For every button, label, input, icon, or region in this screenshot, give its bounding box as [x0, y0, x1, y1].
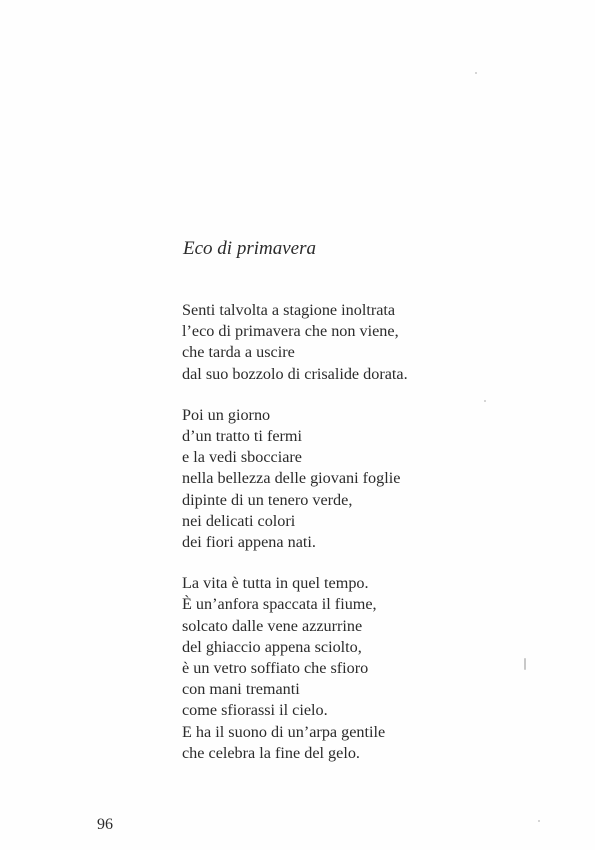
- poem-body: [182, 300, 408, 784]
- poem-line: dipinte di un tenero verde,: [182, 490, 353, 509]
- poem-line: solcato dalle vene azzurrine: [182, 616, 363, 635]
- scan-speck: [475, 72, 477, 74]
- scan-speck: [524, 658, 526, 670]
- poem-line: come sfiorassi il cielo.: [182, 701, 328, 720]
- scan-speck: [484, 400, 486, 402]
- poem-line: d’un tratto ti fermi: [182, 427, 303, 446]
- stanza: [182, 573, 408, 764]
- poem-line: È un’anfora spaccata il fiume,: [182, 595, 377, 614]
- poem-line: che celebra la fine del gelo.: [182, 743, 360, 762]
- poem-line: Poi un giorno: [182, 405, 271, 424]
- stanza: [182, 300, 408, 385]
- poem-line: La vita è tutta in quel tempo.: [182, 574, 369, 593]
- poem-line: dal suo bozzolo di crisalide dorata.: [182, 364, 408, 383]
- poem-line: E ha il suono di un’arpa gentile: [182, 722, 386, 741]
- poem-line: con mani tremanti: [182, 680, 300, 699]
- poem-line: l’eco di primavera che non viene,: [182, 322, 399, 341]
- poem-line: Senti talvolta a stagione inoltrata: [182, 301, 396, 319]
- poem-line: che tarda a uscire: [182, 343, 295, 362]
- stanza: [182, 405, 408, 553]
- poem-line: nei delicati colori: [182, 511, 296, 530]
- poem-line: nella bellezza delle giovani foglie: [182, 469, 401, 488]
- poem-title: Eco di primavera: [183, 238, 316, 259]
- poem-line: dei fiori appena nati.: [182, 533, 316, 552]
- scan-speck: [538, 820, 540, 822]
- poem-line: del ghiaccio appena sciolto,: [182, 637, 362, 656]
- poem-line: è un vetro soffiato che sfioro: [182, 659, 369, 678]
- page-number: 96: [97, 816, 113, 833]
- poem-line: e la vedi sbocciare: [182, 448, 302, 467]
